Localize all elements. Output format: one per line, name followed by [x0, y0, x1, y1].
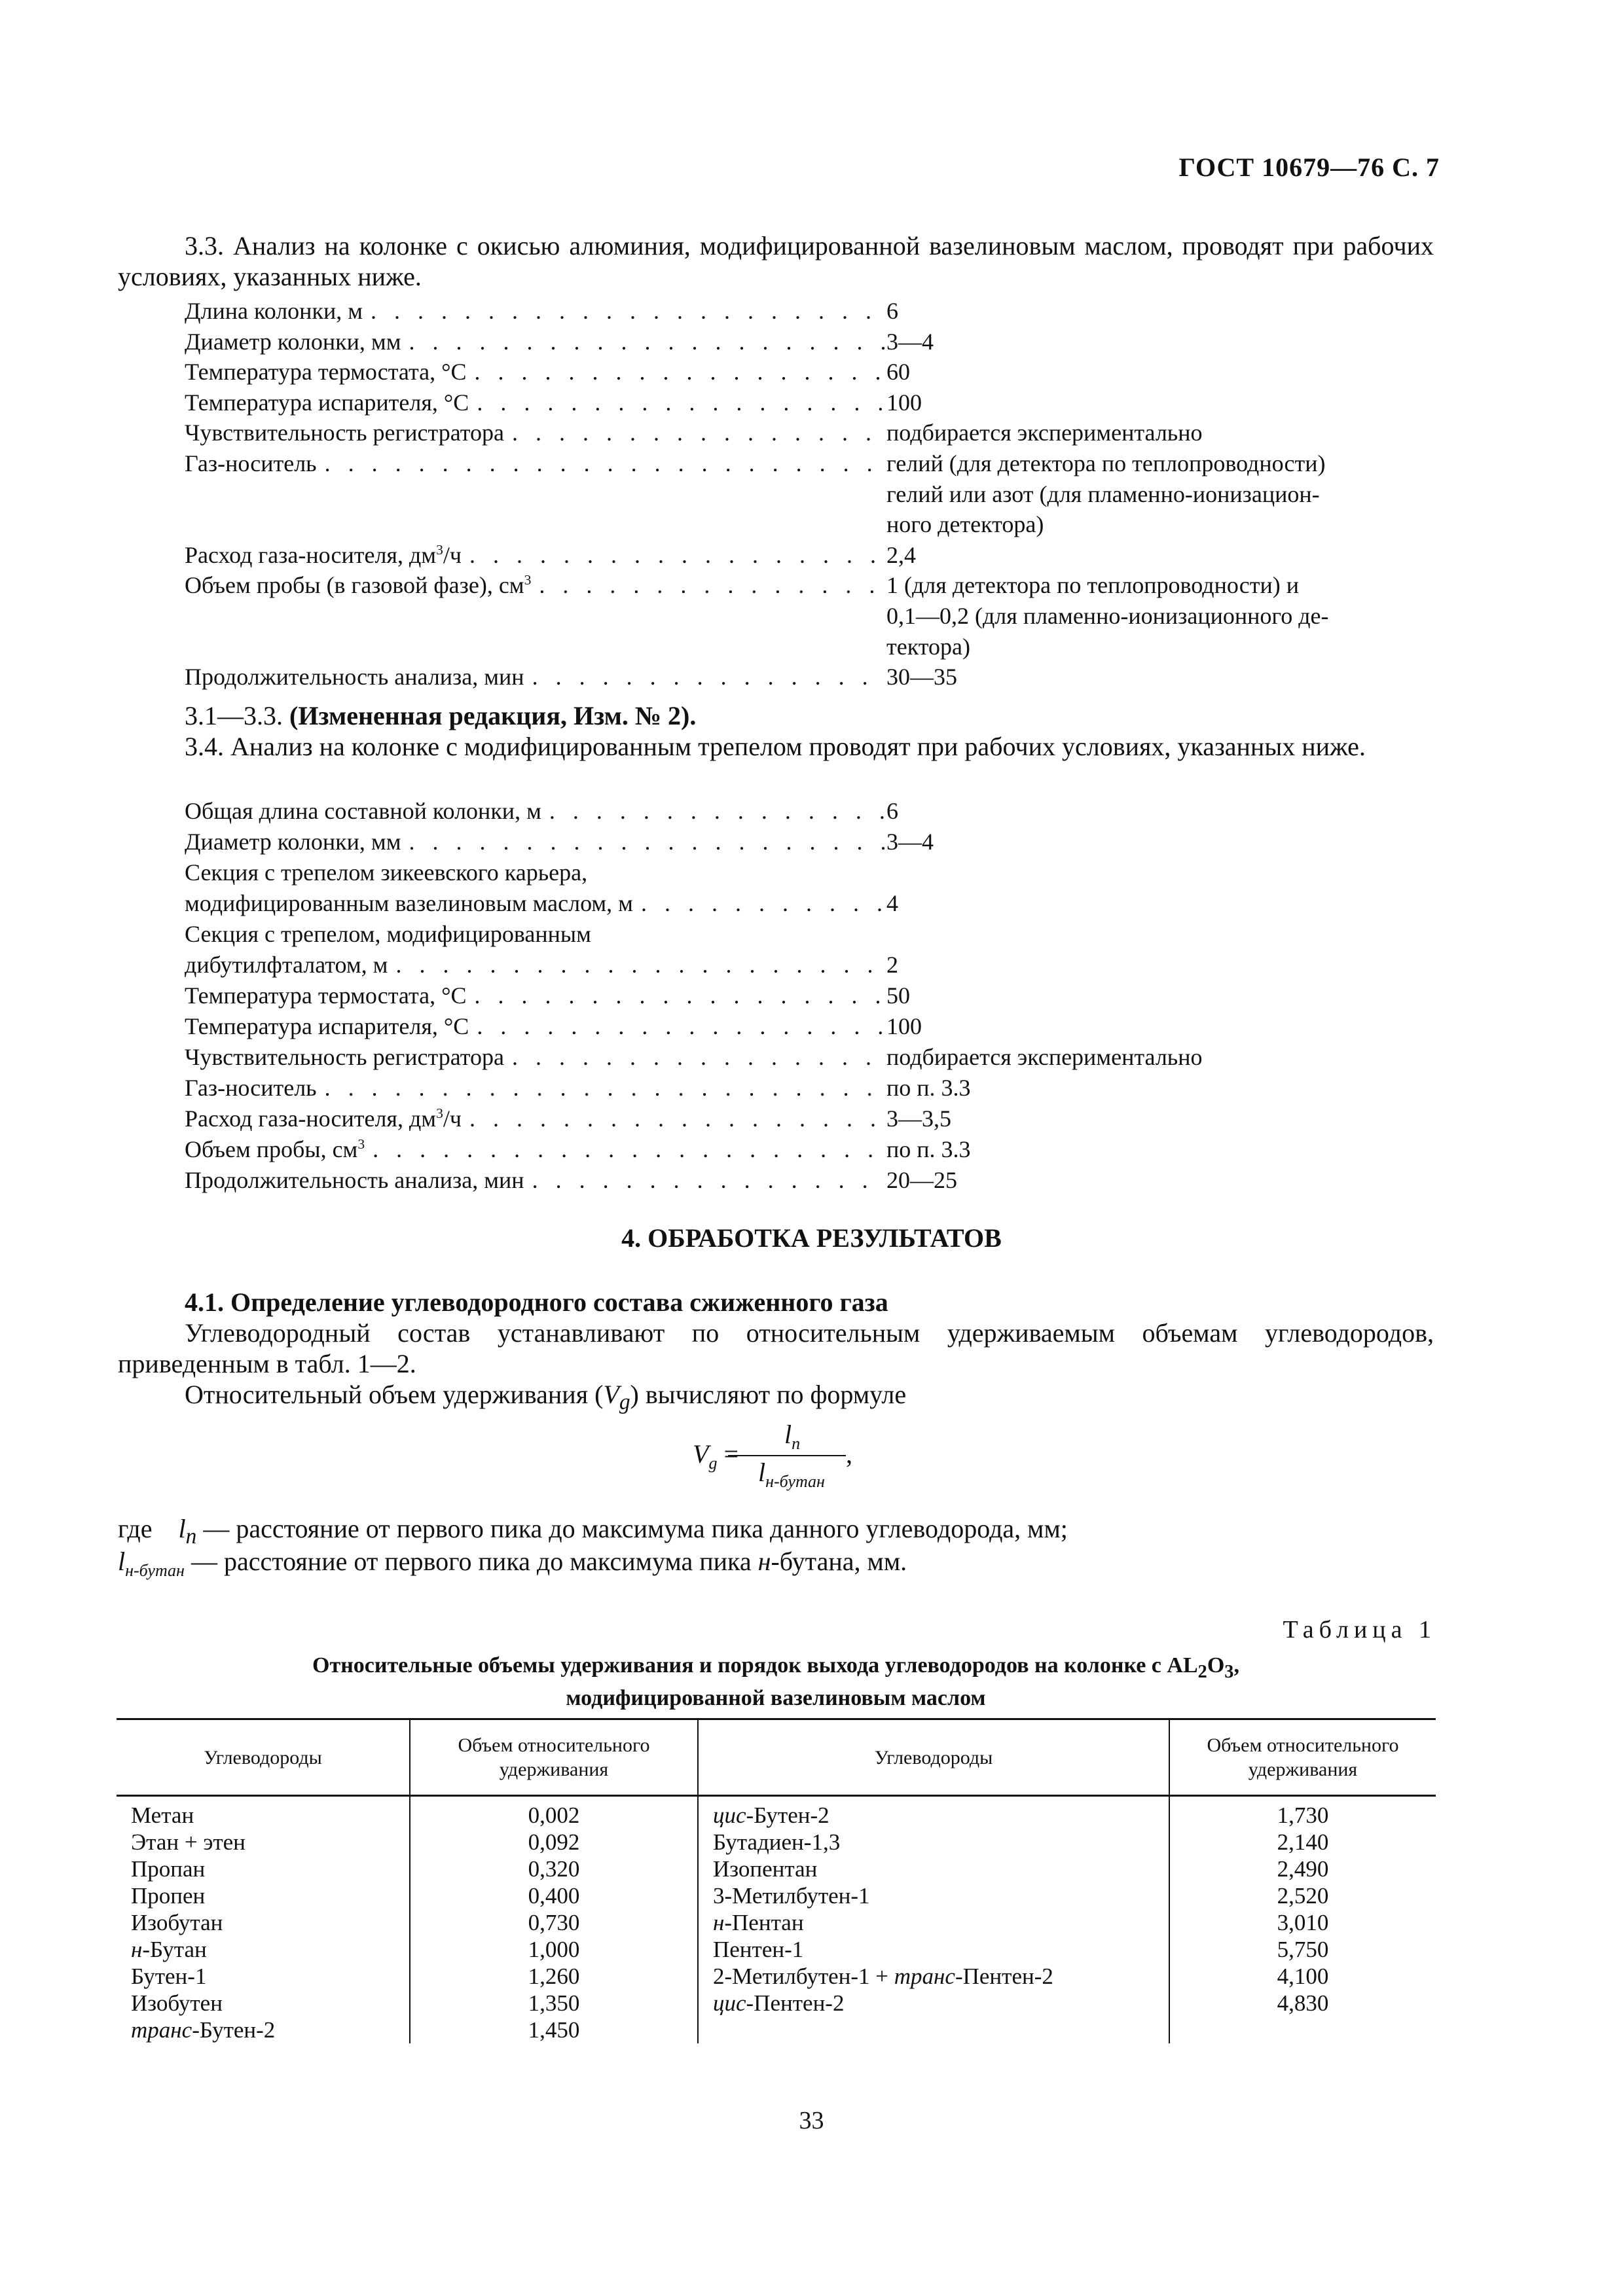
retention-value: 0,320	[410, 1856, 698, 1882]
text: где	[118, 1514, 153, 1543]
param-name-text: Расход газа-носителя, дм	[185, 541, 437, 568]
formula-numerator	[784, 1419, 800, 1454]
table-row	[117, 1856, 1436, 1882]
param-name	[185, 570, 531, 601]
page-number: 33	[799, 2107, 824, 2134]
param-value: 4	[886, 890, 898, 916]
param-row	[185, 327, 1435, 357]
table-row	[117, 1909, 1436, 1936]
params-3-3	[185, 296, 1435, 692]
symbol: l	[758, 1458, 766, 1487]
param-value: подбирается экспериментально	[886, 1044, 1203, 1070]
table-title	[118, 1653, 1434, 1712]
table-row	[117, 1963, 1436, 1990]
name-italic: цис	[713, 1803, 746, 1828]
paragraph-4-1-a: Углеводородный состав устанавливают по относительным удерживаемым объемам углеводородов, приведенным в табл. 1—2.	[118, 1318, 1434, 1378]
param-row	[185, 357, 1435, 387]
name-text: -Пентен-2	[955, 1964, 1053, 1989]
symbol: l	[178, 1514, 186, 1543]
hydrocarbon-name	[117, 1856, 410, 1882]
symbol: V	[603, 1380, 619, 1409]
table-row	[117, 1882, 1436, 1909]
param-row	[185, 1134, 1435, 1165]
hydrocarbon-name	[117, 1909, 410, 1936]
param-value-line: гелий или азот (для пламенно-ионизацион-	[886, 480, 1320, 507]
name-italic: цис	[713, 1990, 746, 2016]
param-value: подбирается экспериментально	[886, 420, 1203, 446]
name-text: 3-Метилбутен-1	[713, 1883, 870, 1909]
text: ,	[1233, 1653, 1239, 1677]
hydrocarbon-name	[698, 1882, 1169, 1909]
subscript: 2	[1197, 1661, 1207, 1682]
param-row	[185, 796, 1435, 827]
param-value: 30—35	[886, 664, 957, 691]
param-row	[185, 1103, 1435, 1134]
retention-value: 0,730	[410, 1909, 698, 1936]
param-row	[185, 418, 1435, 448]
hydrocarbon-name	[117, 1990, 410, 2017]
name-italic: транс	[131, 2017, 192, 2043]
name-text: Этан + этен	[131, 1829, 246, 1855]
param-value: 20—25	[886, 1167, 957, 1193]
text: O	[1207, 1653, 1225, 1677]
param-name: Температура испарителя, °С	[185, 389, 469, 416]
table-title-line: модифицированной вазелиновым маслом	[566, 1685, 986, 1710]
equals-sign: =	[723, 1439, 739, 1469]
param-value: 3—4	[886, 829, 934, 855]
param-name: Газ-носитель	[185, 1075, 317, 1101]
hydrocarbon-name	[117, 1963, 410, 1990]
param-name: Чувствительность регистратора	[185, 420, 504, 446]
retention-table	[117, 1718, 1436, 2043]
page-header: ГОСТ 10679—76 С. 7	[1178, 152, 1440, 182]
hydrocarbon-name	[698, 1829, 1169, 1856]
text: Относительные объемы удерживания и порядок выхода углеводородов на колонке с AL	[312, 1653, 1198, 1677]
retention-value: 1,260	[410, 1963, 698, 1990]
subsection-4-1-title: 4.1. Определение углеводородного состава сжиженного газа	[185, 1287, 888, 1317]
retention-value: 2,520	[1169, 1882, 1436, 1909]
retention-value: 4,830	[1169, 1990, 1436, 2017]
param-value: 60	[886, 359, 910, 386]
subscript: g	[619, 1390, 630, 1414]
text: -бутана, мм.	[771, 1547, 907, 1576]
table-title-line	[118, 1653, 1434, 1685]
name-text: Пентен-1	[713, 1937, 804, 1962]
retention-value: 2,490	[1169, 1856, 1436, 1882]
subscript: g	[708, 1454, 718, 1473]
param-name: Общая длина составной колонки, м	[185, 798, 541, 824]
amendment-text: (Измененная редакция, Изм. № 2).	[289, 701, 697, 730]
param-row	[185, 540, 1435, 571]
param-value-line: ного детектора)	[886, 511, 1044, 538]
name-prefix: 2-Метилбутен-1 +	[713, 1964, 894, 1989]
param-value: 6	[886, 298, 898, 324]
retention-value: 5,750	[1169, 1936, 1436, 1963]
superscript: 3	[357, 1136, 365, 1152]
param-name: Секция с трепелом зикеевского карьера,	[185, 859, 588, 886]
param-row	[185, 827, 1435, 857]
param-name	[185, 1103, 462, 1134]
hydrocarbon-name	[698, 1856, 1169, 1882]
param-name	[185, 540, 462, 571]
column-header: Объем относительного удерживания	[410, 1719, 698, 1796]
table-row	[117, 1829, 1436, 1856]
param-row	[185, 857, 1435, 888]
table-row	[117, 1990, 1436, 2017]
param-value: 2	[886, 952, 898, 978]
param-name: дибутилфталатом, м	[185, 952, 388, 978]
amendment-note	[118, 700, 1434, 731]
param-row	[185, 387, 1435, 418]
retention-value: 1,450	[410, 2017, 698, 2043]
param-row	[185, 950, 1435, 980]
hydrocarbon-name	[117, 2017, 410, 2043]
retention-value: 1,000	[410, 1936, 698, 1963]
param-name: модифицированным вазелиновым маслом, м	[185, 890, 633, 916]
param-name-text: Объем пробы, см	[185, 1136, 358, 1162]
name-text: -Бутан	[142, 1937, 207, 1962]
retention-value: 1,730	[1169, 1796, 1436, 1829]
text: — расстояние от первого пика до максимума пика	[191, 1547, 758, 1576]
retention-value: 0,400	[410, 1882, 698, 1909]
retention-value: 0,092	[410, 1829, 698, 1856]
param-value-line: тектора)	[886, 633, 970, 660]
params-3-4	[185, 796, 1435, 1196]
param-row	[185, 1073, 1435, 1103]
name-italic: н	[131, 1937, 143, 1962]
param-value: 100	[886, 389, 922, 416]
param-value: 6	[886, 798, 898, 824]
superscript: 3	[524, 572, 532, 588]
retention-value: 1,350	[410, 1990, 698, 2017]
amendment-ref: 3.1—3.3.	[185, 701, 283, 730]
param-value	[886, 570, 1430, 662]
table-header-row	[117, 1719, 1436, 1796]
param-name: Продолжительность анализа, мин	[185, 1167, 524, 1193]
param-name: Чувствительность регистратора	[185, 1044, 504, 1070]
name-text: Изобутен	[131, 1990, 223, 2016]
table-caption: Таблица 1	[1283, 1616, 1436, 1643]
paragraph-4-1-b	[118, 1379, 1434, 1418]
param-value-line: 0,1—0,2 (для пламенно-ионизационного де-	[886, 602, 1329, 629]
table-row	[117, 1796, 1436, 1829]
hydrocarbon-name	[698, 1963, 1169, 1990]
hydrocarbon-name	[698, 1796, 1169, 1829]
param-value: по п. 3.3	[886, 1136, 971, 1162]
column-header: Углеводороды	[698, 1719, 1169, 1796]
fraction-bar	[728, 1455, 846, 1456]
retention-value: 4,100	[1169, 1963, 1436, 1990]
param-row	[185, 1165, 1435, 1196]
param-value: 2,4	[886, 541, 916, 568]
subscript: n	[185, 1524, 197, 1549]
param-value	[886, 448, 1430, 540]
param-name: Температура термостата, °С	[185, 982, 467, 1009]
name-text: Бутен-1	[131, 1964, 207, 1989]
where-line-2	[118, 1546, 1434, 1586]
superscript: 3	[436, 1105, 443, 1121]
column-header: Объем относительного удерживания	[1169, 1719, 1436, 1796]
symbol: l	[118, 1547, 126, 1576]
name-italic: н	[713, 1910, 725, 1935]
name-italic: транс	[894, 1964, 955, 1989]
symbol: l	[784, 1420, 792, 1449]
param-name: Продолжительность анализа, мин	[185, 664, 524, 691]
hydrocarbon-name	[698, 2017, 1169, 2043]
name-text: Пропен	[131, 1883, 206, 1909]
param-name: Длина колонки, м	[185, 298, 363, 324]
name-text: -Бутен-2	[746, 1803, 830, 1828]
paragraph-3-3: 3.3. Анализ на колонке с окисью алюминия, модифицированной вазелиновым маслом, проводят при рабочих условиях, указанных ниже.	[118, 231, 1434, 291]
param-row	[185, 888, 1435, 919]
formula-comma: ,	[846, 1439, 852, 1469]
param-row	[185, 1011, 1435, 1042]
param-value: 3—4	[886, 328, 934, 355]
name-text: -Бутен-2	[192, 2017, 276, 2043]
name-text: Изобутан	[131, 1910, 223, 1935]
param-value-line: гелий (для детектора по теплопроводности)	[886, 450, 1326, 476]
formula-denominator	[758, 1457, 825, 1492]
param-name-text: Объем пробы (в газовой фазе), см	[185, 572, 524, 599]
italic-text: н	[757, 1547, 771, 1576]
param-row	[185, 980, 1435, 1011]
name-text: Изопентан	[713, 1856, 818, 1882]
param-value: 100	[886, 1013, 922, 1039]
param-row	[185, 296, 1435, 327]
hydrocarbon-name	[117, 1796, 410, 1829]
subscript: н-бутан	[125, 1561, 185, 1580]
hydrocarbon-name	[698, 1936, 1169, 1963]
retention-value: 3,010	[1169, 1909, 1436, 1936]
paragraph-3-4: 3.4. Анализ на колонке с модифицированным трепелом проводят при рабочих условиях, указанных ниже.	[185, 732, 1366, 761]
hydrocarbon-name	[117, 1936, 410, 1963]
name-text: -Пентан	[724, 1910, 804, 1935]
param-name: Газ-носитель	[185, 450, 317, 476]
hydrocarbon-name	[117, 1829, 410, 1856]
param-value: 3—3,5	[886, 1105, 951, 1132]
retention-value: 0,002	[410, 1796, 698, 1829]
text: — расстояние от первого пика до максимума пика данного углеводорода, мм;	[203, 1514, 1068, 1543]
param-name: Температура испарителя, °С	[185, 1013, 469, 1039]
text: ) вычисляют по формуле	[630, 1380, 907, 1409]
table-row	[117, 1936, 1436, 1963]
hydrocarbon-name	[698, 1990, 1169, 2017]
param-value: по п. 3.3	[886, 1075, 971, 1101]
name-text: Метан	[131, 1803, 194, 1828]
param-name: Температура термостата, °С	[185, 359, 467, 386]
table-row	[117, 2017, 1436, 2043]
param-value-line: 1 (для детектора по теплопроводности) и	[886, 572, 1299, 599]
param-value: 50	[886, 982, 910, 1009]
param-name	[185, 1134, 365, 1165]
text: Относительный объем удерживания (	[185, 1380, 604, 1409]
param-row	[185, 662, 1435, 692]
param-name: Секция с трепелом, модифицированным	[185, 921, 591, 947]
param-row	[185, 448, 1435, 540]
name-text: -Пентен-2	[746, 1990, 845, 2016]
retention-value	[1169, 2017, 1436, 2043]
param-name-tail: /ч	[443, 541, 462, 568]
subscript: 3	[1224, 1661, 1234, 1682]
name-text: Бутадиен-1,3	[713, 1829, 841, 1855]
param-row	[185, 570, 1435, 662]
param-name-tail: /ч	[443, 1105, 462, 1132]
symbol: V	[693, 1439, 709, 1469]
name-text: Пропан	[131, 1856, 206, 1882]
param-name: Диаметр колонки, мм	[185, 328, 401, 355]
hydrocarbon-name	[117, 1882, 410, 1909]
section-4-title: 4. ОБРАБОТКА РЕЗУЛЬТАТОВ	[621, 1223, 1002, 1253]
param-name: Диаметр колонки, мм	[185, 829, 401, 855]
subscript: н-бутан	[765, 1472, 825, 1491]
hydrocarbon-name	[698, 1909, 1169, 1936]
param-row	[185, 1042, 1435, 1073]
retention-value: 2,140	[1169, 1829, 1436, 1856]
subscript: n	[792, 1434, 801, 1453]
param-row	[185, 919, 1435, 950]
param-name-text: Расход газа-носителя, дм	[185, 1105, 437, 1132]
superscript: 3	[436, 541, 443, 558]
column-header: Углеводороды	[117, 1719, 410, 1796]
